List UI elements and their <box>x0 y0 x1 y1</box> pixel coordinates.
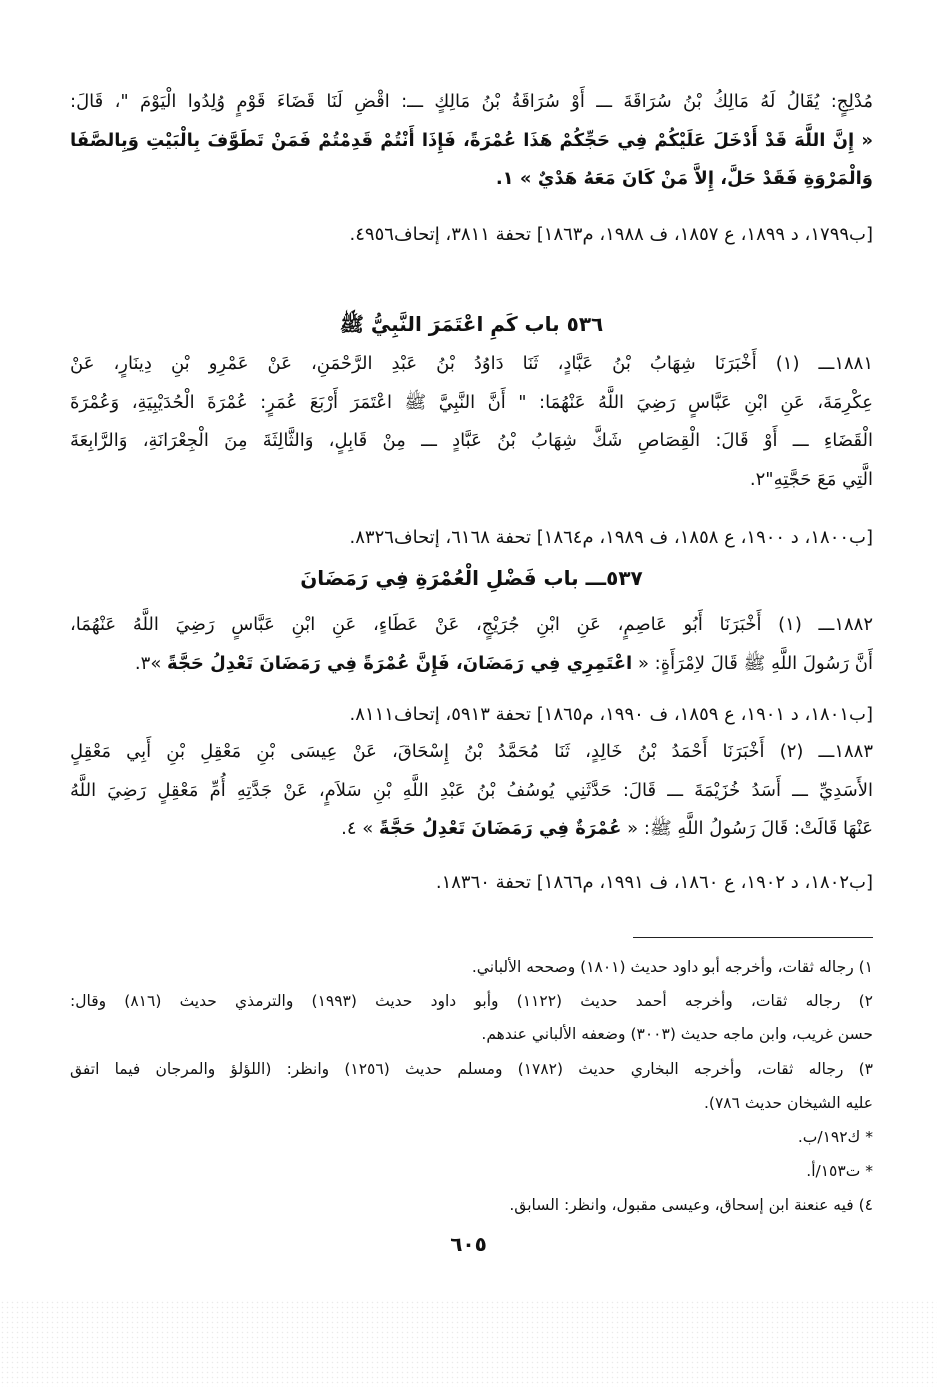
footnote-1: ١) رجاله ثقات، وأخرجه أبو داود حديث (١٨٠١) وصححه الألباني. <box>471 958 873 976</box>
text-line: ١٨٨١ـــ (١) أَخْبَرَنَا شِهَابُ بْنُ عَبَّادٍ، ثَنَا دَاوُدُ بْنُ عَبْدِ الرَّحْمَنِ، عَنْ عَمْرِو بْنِ دِينَارٍ، عَنْ <box>70 353 873 374</box>
footnote-4: ٤) فيه عنعنة ابن إسحاق، وعيسى مقبول، وانظر: السابق. <box>509 1196 873 1214</box>
footnote-2-continued: حسن غريب، وابن ماجه حديث (٣٠٠٣) وضعفه الألباني عندهم. <box>481 1025 873 1043</box>
text-span: »٣. <box>134 652 168 674</box>
manuscript-note: * ت١٥٣/أ. <box>806 1162 873 1180</box>
footnote-2: ٢) رجاله ثقات، وأخرجه أحمد حديث (١١٢٢) وأبو داود حديث (١٩٩٣) والترمذي حديث (٨١٦) وقال: <box>70 992 873 1010</box>
footnote-3: ٣) رجاله ثقات، وأخرجه البخاري حديث (١٧٨٢) ومسلم حديث (١٢٥٦) وانظر: (اللؤلؤ والمرجان فيما اتفق <box>70 1060 873 1078</box>
text-line: ١٨٨٢ـــ (١) أَخْبَرَنَا أَبُو عَاصِمٍ، عَنِ ابْنِ جُرَيْجٍ، عَنْ عَطَاءٍ، عَنِ ابْنِ عَبَّاسٍ رَضِيَ اللَّهُ عَنْهُمَا، <box>70 614 873 635</box>
text-line: مُدْلِجٍ: يُقَالُ لَهُ مَالِكُ بْنُ سُرَاقَةَ ـــ أَوْ سُرَاقَةُ بْنُ مَالِكٍ ـــ: اقْضِ لَنَا قَضَاءَ قَوْمٍ وُلِدُوا الْيَوْمَ "، قَالَ: <box>70 91 873 112</box>
text-line: الَّتِي مَعَ حَجَّتِهِ"٢. <box>749 468 873 490</box>
text-line: الْقَضَاءِ ـــ أَوْ قَالَ: الْقِصَاصِ شَكَّ شِهَابُ بْنُ عَبَّادٍ ـــ مِنْ قَابِلٍ، وَالثَّالِثَةَ مِنَ الْجِعْرَانَةِ، وَالرَّابِعَةَ <box>70 430 873 451</box>
chapter-heading: ٥٣٦ باب كَمِ اعْتَمَرَ النَّبِيُّ ﷺ <box>339 312 604 336</box>
prophetic-saying: اعْتَمِرِي فِي رَمَضَانَ، فَإِنَّ عُمْرَةً فِي رَمَضَانَ تَعْدِلُ حَجَّةً <box>167 652 633 674</box>
text-span: عَنْهَا قَالَتْ: قَالَ رَسُولُ اللَّهِ ﷺ: « <box>621 818 873 839</box>
text-span: أَنَّ رَسُولَ اللَّهِ ﷺ قَالَ لاِمْرَأَةٍ: « <box>632 652 873 674</box>
hadith-1882 <box>70 606 873 683</box>
footnote-divider <box>633 937 873 938</box>
hadith-reference: [ب١٨٠٠، د ١٩٠٠، ع ١٨٥٨، ف ١٩٨٩، م١٨٦٤] تحفة ٦١٦٨، إتحاف٨٣٢٦. <box>349 527 873 548</box>
text-line: عِكْرِمَةَ، عَنِ ابْنِ عَبَّاسٍ رَضِيَ اللَّهُ عَنْهُمَا: " أَنَّ النَّبِيَّ ﷺ اعْتَمَرَ أَرْبَعَ عُمَرٍ: عُمْرَةَ الْحُدَيْبِيَةِ، وَعُمْرَةَ <box>70 391 873 413</box>
manuscript-note: * ك١٩٢/ب. <box>797 1128 873 1146</box>
prophetic-saying: عُمْرَةٌ فِي رَمَضَانَ تَعْدِلُ حَجَّةً <box>379 818 622 839</box>
page-number: ٦٠٥ <box>450 1232 487 1256</box>
hadith-1883 <box>70 733 873 849</box>
hadith-reference: [ب١٧٩٩، د ١٨٩٩، ع ١٨٥٧، ف ١٩٨٨، م١٨٦٣] تحفة ٣٨١١، إتحاف٤٩٥٦. <box>349 224 873 245</box>
text-line <box>70 810 873 849</box>
hadith-reference: [ب١٨٠١، د ١٩٠١، ع ١٨٥٩، ف ١٩٩٠، م١٨٦٥] تحفة ٥٩١٣، إتحاف٨١١١. <box>349 704 873 725</box>
text-line: الأَسَدِيِّ ـــ أَسَدُ خُزَيْمَةَ ـــ قَالَ: حَدَّثَنِي يُوسُفُ بْنُ عَبْدِ اللَّهِ بْنِ سَلاَمٍ، عَنْ جَدَّتِهِ أُمِّ مَعْقِلٍ رَضِيَ اللَّهُ <box>70 779 873 801</box>
footnote-3-continued: عليه الشيخان حديث ٧٨٦). <box>703 1094 873 1112</box>
hadith-1881 <box>70 345 873 499</box>
text-span: » ٤. <box>341 818 380 839</box>
text-line <box>70 645 873 684</box>
hadith-reference: [ب١٨٠٢، د ١٩٠٢، ع ١٨٦٠، ف ١٩٩١، م١٨٦٦] تحفة ١٨٣٦٠. <box>435 872 873 893</box>
text-line: وَالْمَرْوَةِ فَقَدْ حَلَّ، إِلاَّ مَنْ كَانَ مَعَهُ هَدْيٌ » ١. <box>495 168 873 189</box>
hadith-continuation <box>70 83 873 199</box>
text-line: ١٨٨٣ـــ (٢) أَخْبَرَنَا أَحْمَدُ بْنُ خَالِدٍ، ثَنَا مُحَمَّدُ بْنُ إِسْحَاقَ، عَنْ عِيسَى بْنِ مَعْقِلِ بْنِ أَبِي مَعْقِلٍ <box>70 741 873 762</box>
scan-noise <box>0 1300 937 1387</box>
chapter-heading: ٥٣٧ـــ باب فَضْلِ الْعُمْرَةِ فِي رَمَضَانَ <box>300 566 643 590</box>
text-line: « إِنَّ اللَّهَ قَدْ أَدْخَلَ عَلَيْكُمْ فِي حَجِّكُمْ هَذَا عُمْرَةً، فَإِذَا أَنْتُمْ قَدِمْتُمْ فَمَنْ تَطَوَّفَ بِالْبَيْتِ وَبِالصَّفَا <box>70 129 873 151</box>
